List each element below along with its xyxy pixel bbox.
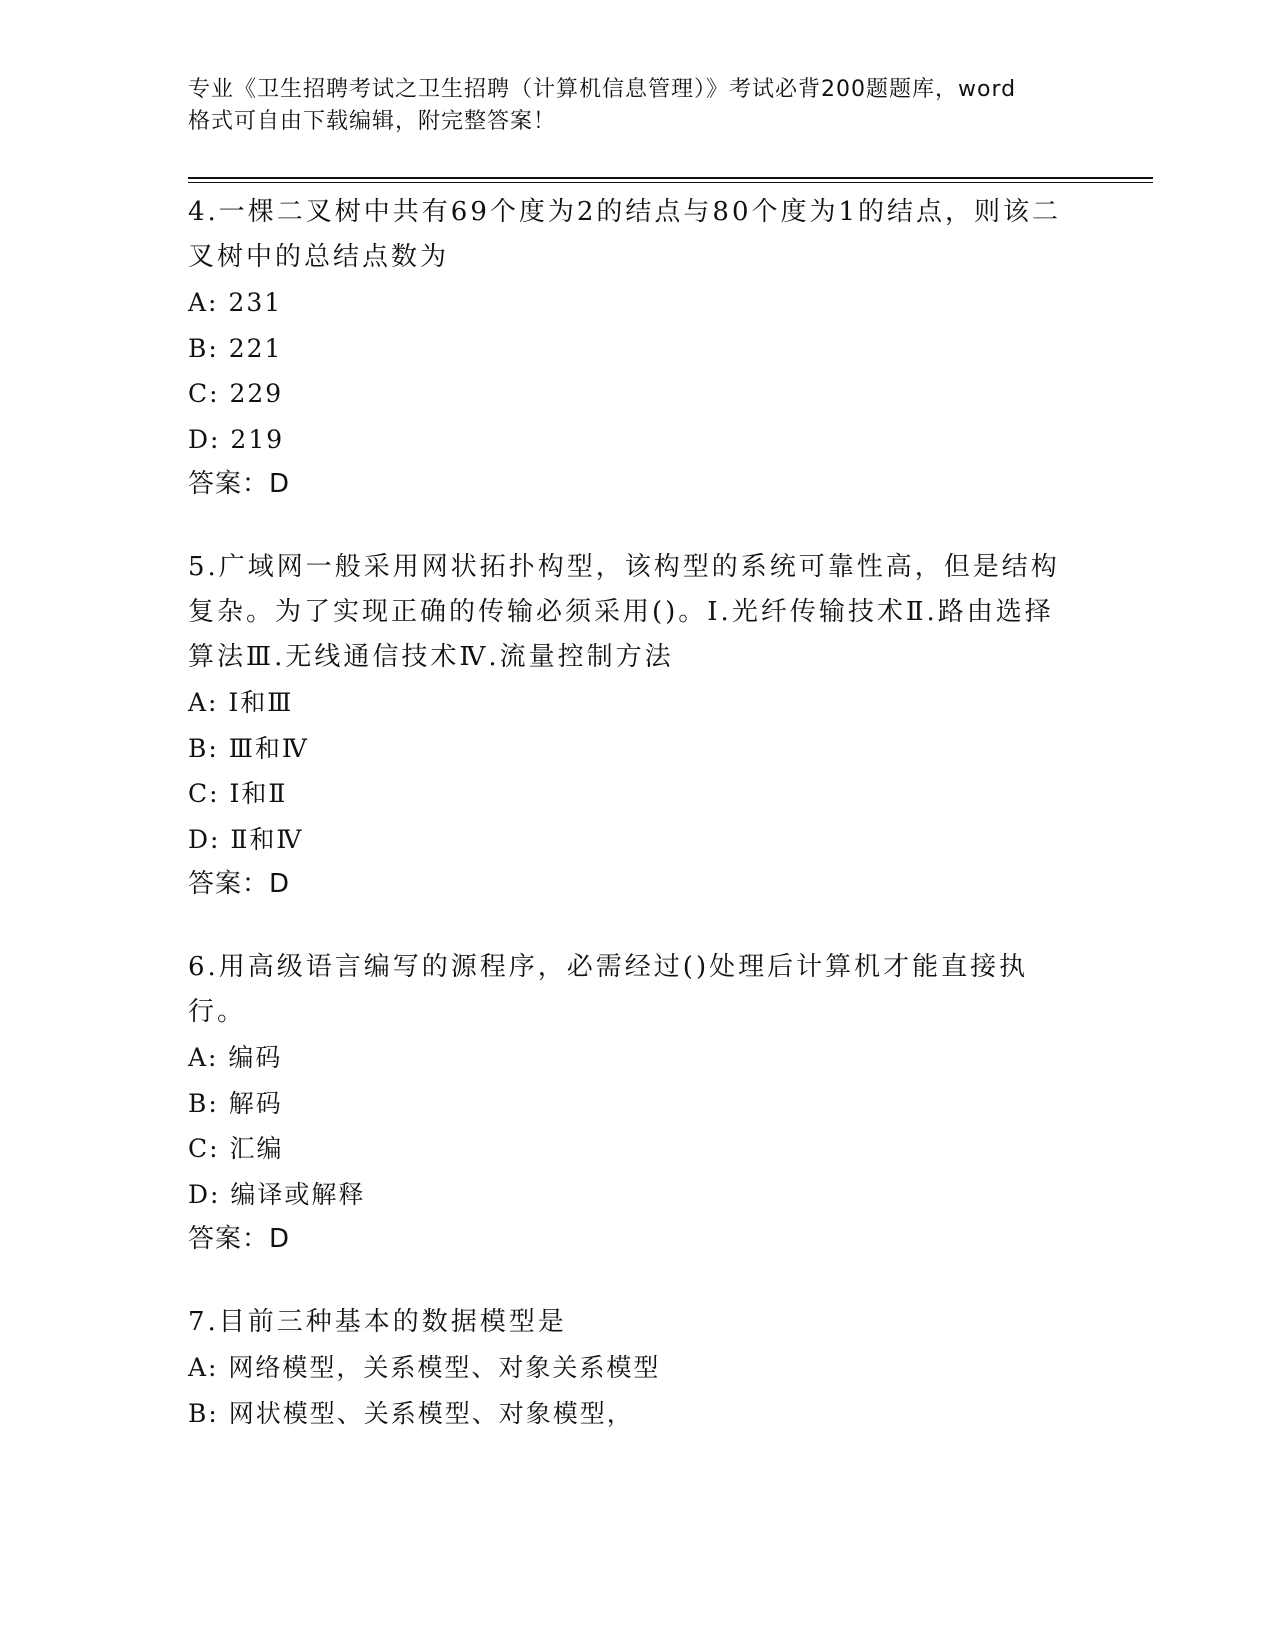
option-a: A: Ⅰ和Ⅲ [188,688,294,717]
question-5 [188,545,1068,907]
question-7 [188,1300,1068,1436]
option-c: C: Ⅰ和Ⅱ [188,779,288,808]
answer-text: 答案：D [188,869,291,899]
header-line-2: 格式可自由下载编辑，附完整答案！ [188,109,557,134]
document-header [188,74,1088,138]
option-a: A: 网络模型，关系模型、对象关系模型 [188,1353,661,1382]
option-b: B: Ⅲ和Ⅳ [188,733,309,763]
option-d: D: Ⅱ和Ⅳ [188,824,304,854]
option-d: D: 219 [188,424,285,454]
option-c: C: 229 [188,379,284,408]
option-b: B: 221 [188,333,283,363]
question-4 [188,190,1068,507]
option-a: A: 编码 [188,1043,283,1072]
question-6 [188,945,1068,1262]
question-stem: 7.目前三种基本的数据模型是 [188,1307,567,1337]
answer-text: 答案：D [188,469,291,499]
question-stem: 5.广域网一般采用网状拓扑构型，该构型的系统可靠性高，但是结构复杂。为了实现正确的传输必须采用()。Ⅰ.光纤传输技术Ⅱ.路由选择算法Ⅲ.无线通信技术Ⅳ.流量控制方法 [188,552,1060,672]
option-b: B: 网状模型、关系模型、对象模型， [188,1398,634,1428]
question-stem: 4.一棵二叉树中共有69个度为2的结点与80个度为1的结点，则该二叉树中的总结点数为 [188,197,1062,272]
question-list [188,190,1068,1474]
header-divider-thin [188,182,1153,183]
header-line-1: 专业《卫生招聘考试之卫生招聘（计算机信息管理）》考试必背200题题库，word [188,77,1017,102]
option-a: A: 231 [188,288,283,317]
option-c: C: 汇编 [188,1134,284,1163]
answer-text: 答案：D [188,1224,291,1254]
question-stem: 6.用高级语言编写的源程序，必需经过()处理后计算机才能直接执行。 [188,952,1029,1027]
header-divider-thick [188,177,1153,179]
option-d: D: 编译或解释 [188,1179,366,1209]
option-b: B: 解码 [188,1088,283,1118]
